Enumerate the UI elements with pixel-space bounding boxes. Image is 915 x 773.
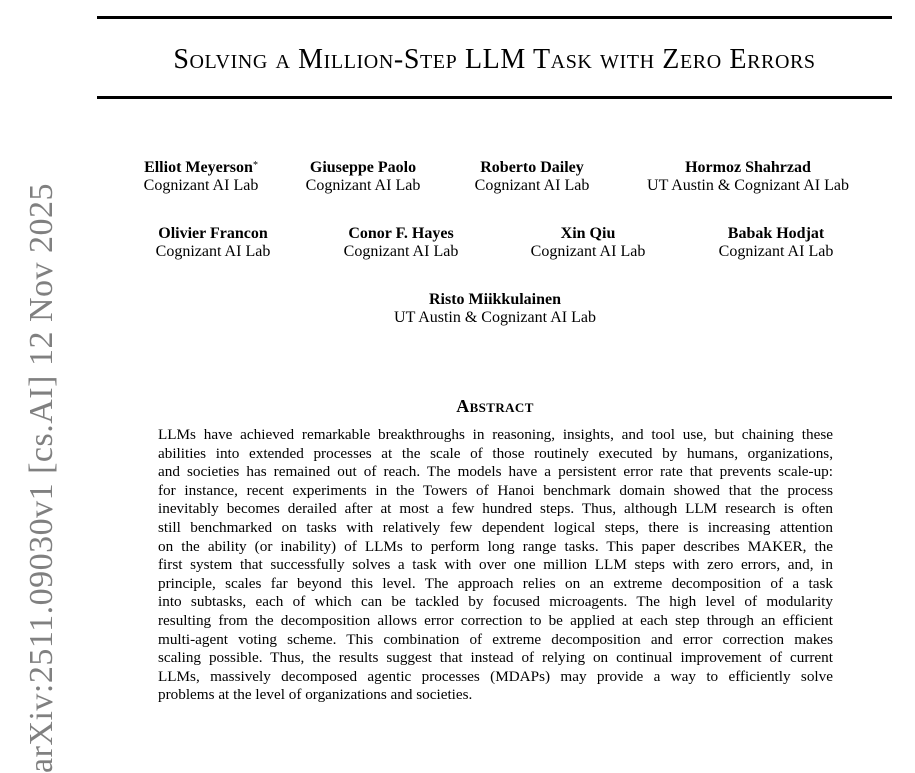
author-affiliation: Cognizant AI Lab [343, 243, 459, 260]
author-block [288, 159, 438, 195]
author-affiliation: Cognizant AI Lab [155, 243, 271, 260]
author-block [326, 225, 476, 261]
author-name: Elliot Meyerson* [144, 159, 258, 176]
abstract-line: principle, scales far beyond this level. The approach relies on an extreme decomposition of a task [158, 574, 833, 592]
author-block [457, 159, 607, 195]
title-top-rule [97, 16, 892, 19]
abstract-line: problems at the level of organizations and societies. [158, 686, 473, 704]
author-name: Giuseppe Paolo [309, 159, 417, 176]
author-affiliation: Cognizant AI Lab [474, 177, 590, 194]
author-block [370, 291, 620, 327]
author-block [630, 159, 866, 195]
abstract-line: for instance, recent experiments in the Towers of Hanoi benchmark domain showed that the process [158, 481, 833, 499]
author-name: Conor F. Hayes [348, 225, 454, 242]
author-affiliation: Cognizant AI Lab [143, 177, 259, 194]
author-affiliation: Cognizant AI Lab [718, 243, 834, 260]
abstract-body [158, 426, 833, 705]
abstract-line: first system that successfully solves a task with over one million LLM steps with zero errors, and, in [158, 556, 833, 574]
author-name: Risto Miikkulainen [428, 291, 562, 308]
abstract-line: abilities into extended processes at the scale of those routinely executed by humans, organizations, [158, 444, 833, 462]
corresponding-author-mark: * [252, 160, 258, 171]
abstract-line: scaling possible. Thus, the results suggest that instead of relying on continual improvement of current [158, 649, 833, 667]
author-block [513, 225, 663, 261]
author-block [116, 159, 286, 195]
abstract-line: on the ability (or inability) of LLMs to perform long range tasks. This paper describes MAKER, the [158, 537, 833, 555]
abstract-line: inevitably becomes derailed after at most a few hundred steps. Thus, although LLM research is often [158, 500, 833, 518]
author-affiliation: Cognizant AI Lab [305, 177, 421, 194]
author-name: Roberto Dailey [480, 159, 584, 176]
author-name: Hormoz Shahrzad [685, 159, 811, 176]
abstract-line: still benchmarked on tasks with relatively few dependent logical steps, there is increasing attention [158, 518, 833, 536]
author-affiliation: UT Austin & Cognizant AI Lab [394, 309, 596, 326]
abstract-line: LLMs, massively decomposed agentic processes (MDAPs) may provide a way to efficiently solve [158, 667, 833, 685]
abstract-line: into subtasks, each of which can be tackled by focused microagents. The high level of modularity [158, 593, 833, 611]
arxiv-stamp-text: arXiv:2511.09030v1 [cs.AI] 12 Nov 2025 [23, 183, 60, 773]
abstract-line: LLMs have achieved remarkable breakthroughs in reasoning, insights, and tool use, but chaining these [158, 426, 833, 443]
abstract-line: resulting from the decomposition allows error correction to be applied at each step through an efficient [158, 611, 833, 629]
paper-title: Solving a Million-Step LLM Task with Zero Errors [173, 44, 816, 75]
author-name: Babak Hodjat [727, 225, 825, 242]
author-affiliation: UT Austin & Cognizant AI Lab [647, 177, 849, 194]
author-name: Xin Qiu [560, 225, 616, 242]
abstract-line: and societies has remained out of reach. The models have a persistent error rate that prevents scale-up: [158, 463, 833, 481]
author-affiliation: Cognizant AI Lab [530, 243, 646, 260]
author-block [138, 225, 288, 261]
abstract-line: multi-agent voting scheme. This combination of extreme decomposition and error correction makes [158, 630, 833, 648]
title-bottom-rule [97, 96, 892, 99]
author-block [701, 225, 851, 261]
author-name: Olivier Francon [158, 225, 268, 242]
abstract-heading: Abstract [456, 396, 534, 416]
